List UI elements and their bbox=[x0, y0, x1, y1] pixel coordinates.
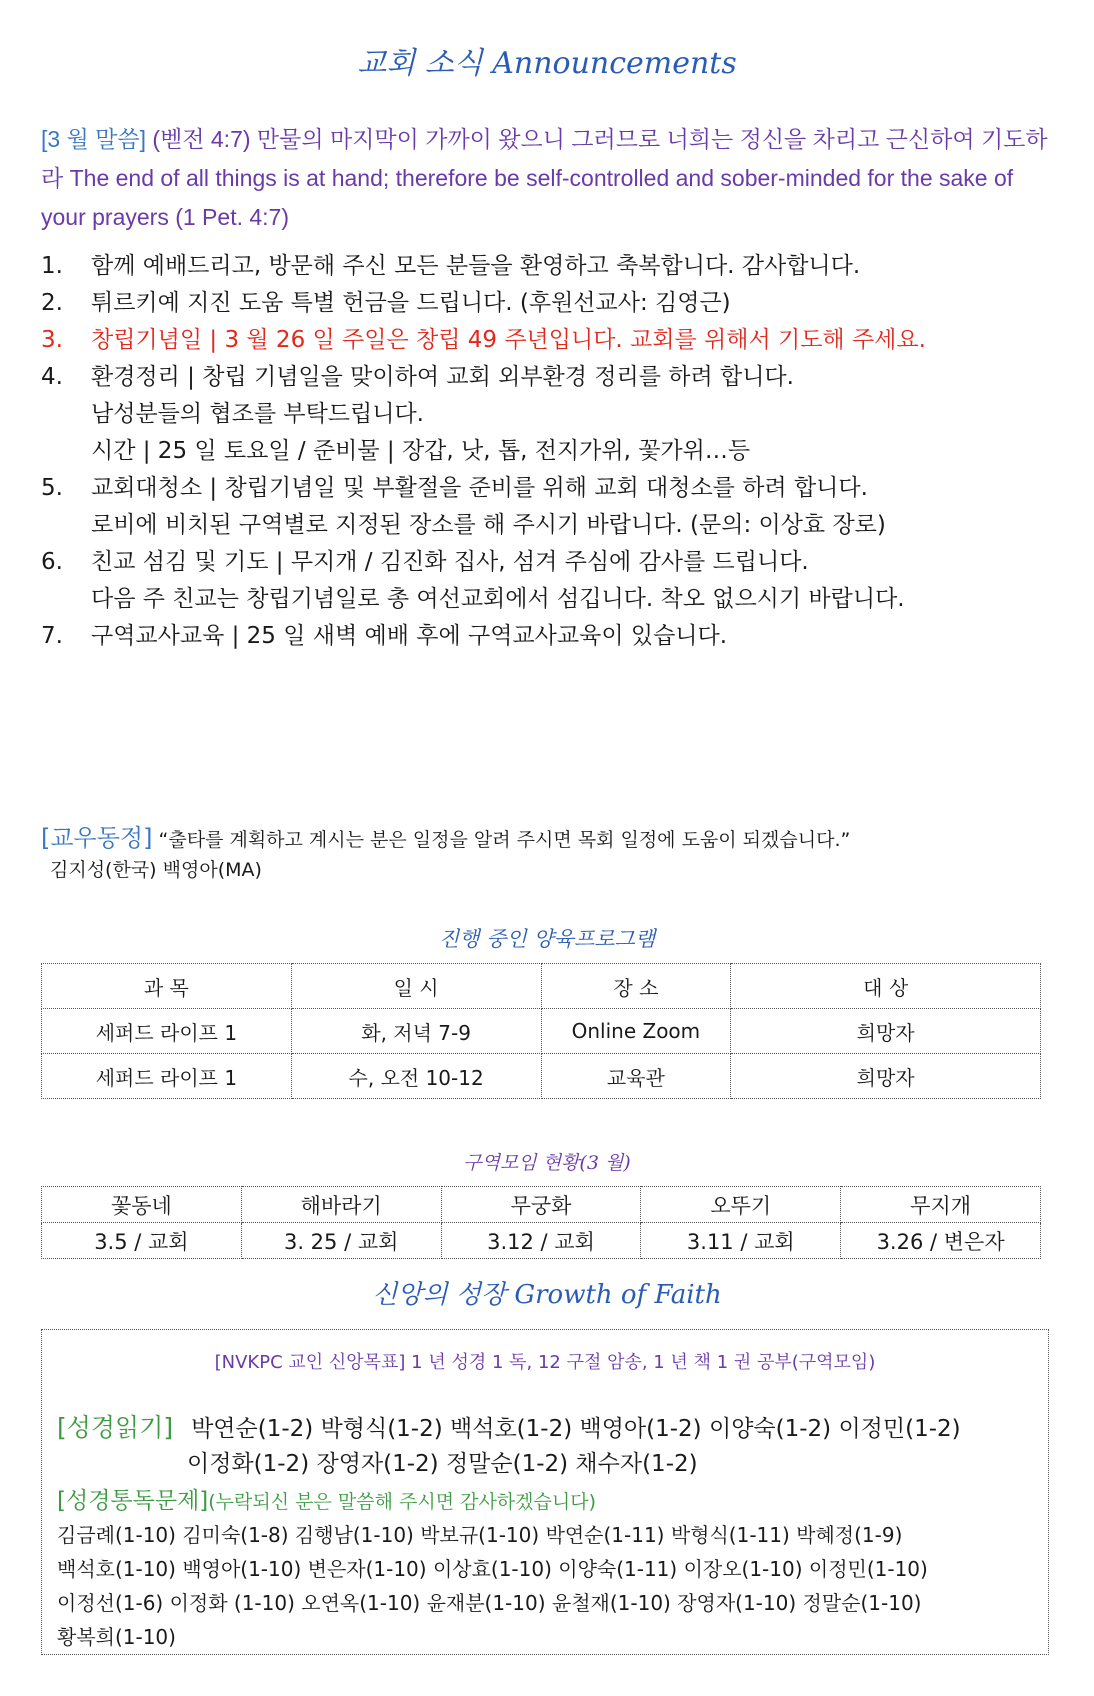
item-text: 튀르키예 지진 도움 특별 헌금을 드립니다. (후원선교사: 김영근) bbox=[91, 290, 731, 316]
table-cell: 교육관 bbox=[541, 1054, 731, 1099]
list-item bbox=[41, 470, 1081, 507]
problem-note: (누락되신 분은 말씀해 주시면 감사하겠습니다) bbox=[208, 1491, 596, 1513]
header-target: 대 상 bbox=[731, 964, 1041, 1009]
group-date: 3.26 / 변은자 bbox=[841, 1223, 1041, 1259]
header-subject: 과 목 bbox=[42, 964, 292, 1009]
item-number: 1. bbox=[41, 253, 63, 279]
problem-list bbox=[57, 1518, 1047, 1654]
list-item bbox=[41, 285, 1081, 322]
news-tag: [교우동정] bbox=[41, 824, 153, 852]
reading-section bbox=[57, 1408, 961, 1444]
item-text: 친교 섬김 및 기도 | 무지개 / 김진화 집사, 섬겨 주심에 감사를 드립니다. bbox=[91, 549, 809, 575]
table-row bbox=[42, 1187, 1041, 1223]
list-item: 이정선(1-6) 이정화 (1-10) 오연옥(1-10) 윤재분(1-10) 윤철재(1-10) 장영자(1-10) 정말순(1-10) bbox=[57, 1591, 922, 1615]
item-number bbox=[41, 507, 91, 544]
news-names: 김지성(한국) 백영아(MA) bbox=[50, 859, 262, 881]
verse-text: (벧전 4:7) 만물의 마지막이 가까이 왔으니 그러므로 너희는 정신을 차리고 근신하여 기도하라 The end of all things is at hand; therefore be self-controlled and sober-minded for the sake of your prayers (1 Pet. 4:7) bbox=[41, 126, 1048, 230]
group-name: 해바라기 bbox=[241, 1187, 441, 1223]
list-item: 황복희(1-10) bbox=[57, 1625, 176, 1649]
faith-box bbox=[41, 1329, 1049, 1655]
reading-label: [성경읽기] bbox=[57, 1413, 174, 1442]
faith-goal: [NVKPC 교인 신앙목표] 1 년 성경 1 독, 12 구절 암송, 1 년 책 1 권 공부(구역모임) bbox=[214, 1352, 876, 1373]
item-number: 6. bbox=[41, 549, 63, 575]
item-number bbox=[41, 396, 91, 433]
program-table bbox=[41, 963, 1041, 1099]
table-cell: 세퍼드 라이프 1 bbox=[42, 1054, 292, 1099]
item-text: 환경정리 | 창립 기념일을 맞이하여 교회 외부환경 정리를 하려 합니다. bbox=[91, 364, 794, 390]
program-title: 진행 중인 양육프로그램 bbox=[438, 927, 656, 951]
verse-tag: [3 월 말씀] bbox=[41, 126, 147, 152]
item-number: 2. bbox=[41, 290, 63, 316]
reading-line-1: 박연순(1-2) 박형식(1-2) 백석호(1-2) 백영아(1-2) 이양숙(1-2) 이정민(1-2) bbox=[191, 1416, 961, 1442]
group-name: 무지개 bbox=[841, 1187, 1041, 1223]
table-header-row bbox=[42, 964, 1041, 1009]
item-text: 시간 | 25 일 토요일 / 준비물 | 장갑, 낫, 톱, 전지가위, 꽃가위…등 bbox=[91, 438, 751, 464]
group-date: 3.5 / 교회 bbox=[42, 1223, 242, 1259]
reading-line-2: 이정화(1-2) 장영자(1-2) 정말순(1-2) 채수자(1-2) bbox=[187, 1451, 698, 1477]
header-time: 일 시 bbox=[291, 964, 541, 1009]
groups-title: 구역모임 현황(3 월) bbox=[463, 1152, 631, 1174]
item-text: 다음 주 친교는 창립기념일로 총 여선교회에서 섬깁니다. 착오 없으시기 바랍니다. bbox=[91, 586, 905, 612]
list-item: 김금례(1-10) 김미숙(1-8) 김행남(1-10) 박보규(1-10) 박연순(1-11) 박형식(1-11) 박혜정(1-9) bbox=[57, 1523, 903, 1547]
item-text: 교회대청소 | 창립기념일 및 부활절을 준비를 위해 교회 대청소를 하려 합니다. bbox=[91, 475, 868, 501]
group-date: 3. 25 / 교회 bbox=[241, 1223, 441, 1259]
page-title: 교회 소식 Announcements bbox=[357, 46, 737, 81]
list-item bbox=[41, 359, 1081, 396]
groups-table bbox=[41, 1186, 1041, 1259]
item-number: 7. bbox=[41, 623, 63, 649]
problem-label: [성경통독문제] bbox=[57, 1488, 209, 1514]
group-name: 오뚜기 bbox=[641, 1187, 841, 1223]
item-number bbox=[41, 581, 91, 618]
table-row bbox=[42, 1009, 1041, 1054]
list-item bbox=[41, 433, 1081, 470]
news-text: “출타를 계획하고 계시는 분은 일정을 알려 주시면 목회 일정에 도움이 되겠습니다.” bbox=[158, 829, 851, 851]
list-item bbox=[41, 544, 1081, 581]
item-text: 구역교사교육 | 25 일 새벽 예배 후에 구역교사교육이 있습니다. bbox=[91, 623, 728, 649]
list-item bbox=[41, 581, 1081, 618]
member-news bbox=[41, 818, 1081, 853]
faith-title: 신앙의 성장 Growth of Faith bbox=[372, 1280, 722, 1310]
item-text: 남성분들의 협조를 부탁드립니다. bbox=[91, 401, 424, 427]
monthly-verse bbox=[41, 120, 1061, 237]
list-item bbox=[41, 322, 1081, 359]
list-item: 백석호(1-10) 백영아(1-10) 변은자(1-10) 이상효(1-10) 이양숙(1-11) 이장오(1-10) 이정민(1-10) bbox=[57, 1557, 928, 1581]
list-item bbox=[41, 507, 1081, 544]
table-cell: 화, 저녁 7-9 bbox=[291, 1009, 541, 1054]
item-number: 4. bbox=[41, 364, 63, 390]
group-date: 3.11 / 교회 bbox=[641, 1223, 841, 1259]
list-item bbox=[41, 248, 1081, 285]
group-date: 3.12 / 교회 bbox=[441, 1223, 641, 1259]
table-cell: 수, 오전 10-12 bbox=[291, 1054, 541, 1099]
group-name: 무궁화 bbox=[441, 1187, 641, 1223]
item-number bbox=[41, 433, 91, 470]
problem-section bbox=[57, 1482, 596, 1515]
item-number: 5. bbox=[41, 475, 63, 501]
header-place: 장 소 bbox=[541, 964, 731, 1009]
group-name: 꽃동네 bbox=[42, 1187, 242, 1223]
item-text: 함께 예배드리고, 방문해 주신 모든 분들을 환영하고 축복합니다. 감사합니다. bbox=[91, 253, 861, 279]
table-cell: 희망자 bbox=[731, 1054, 1041, 1099]
table-row bbox=[42, 1223, 1041, 1259]
list-item bbox=[41, 618, 1081, 655]
item-number: 3. bbox=[41, 327, 63, 353]
item-text: 창립기념일 | 3 월 26 일 주일은 창립 49 주년입니다. 교회를 위해서 기도해 주세요. bbox=[91, 327, 926, 353]
announcement-list bbox=[41, 248, 1081, 655]
list-item bbox=[41, 396, 1081, 433]
item-text: 로비에 비치된 구역별로 지정된 장소를 해 주시기 바랍니다. (문의: 이상효 장로) bbox=[91, 512, 886, 538]
table-row bbox=[42, 1054, 1041, 1099]
table-cell: 희망자 bbox=[731, 1009, 1041, 1054]
table-cell: 세퍼드 라이프 1 bbox=[42, 1009, 292, 1054]
table-cell: Online Zoom bbox=[541, 1009, 731, 1054]
